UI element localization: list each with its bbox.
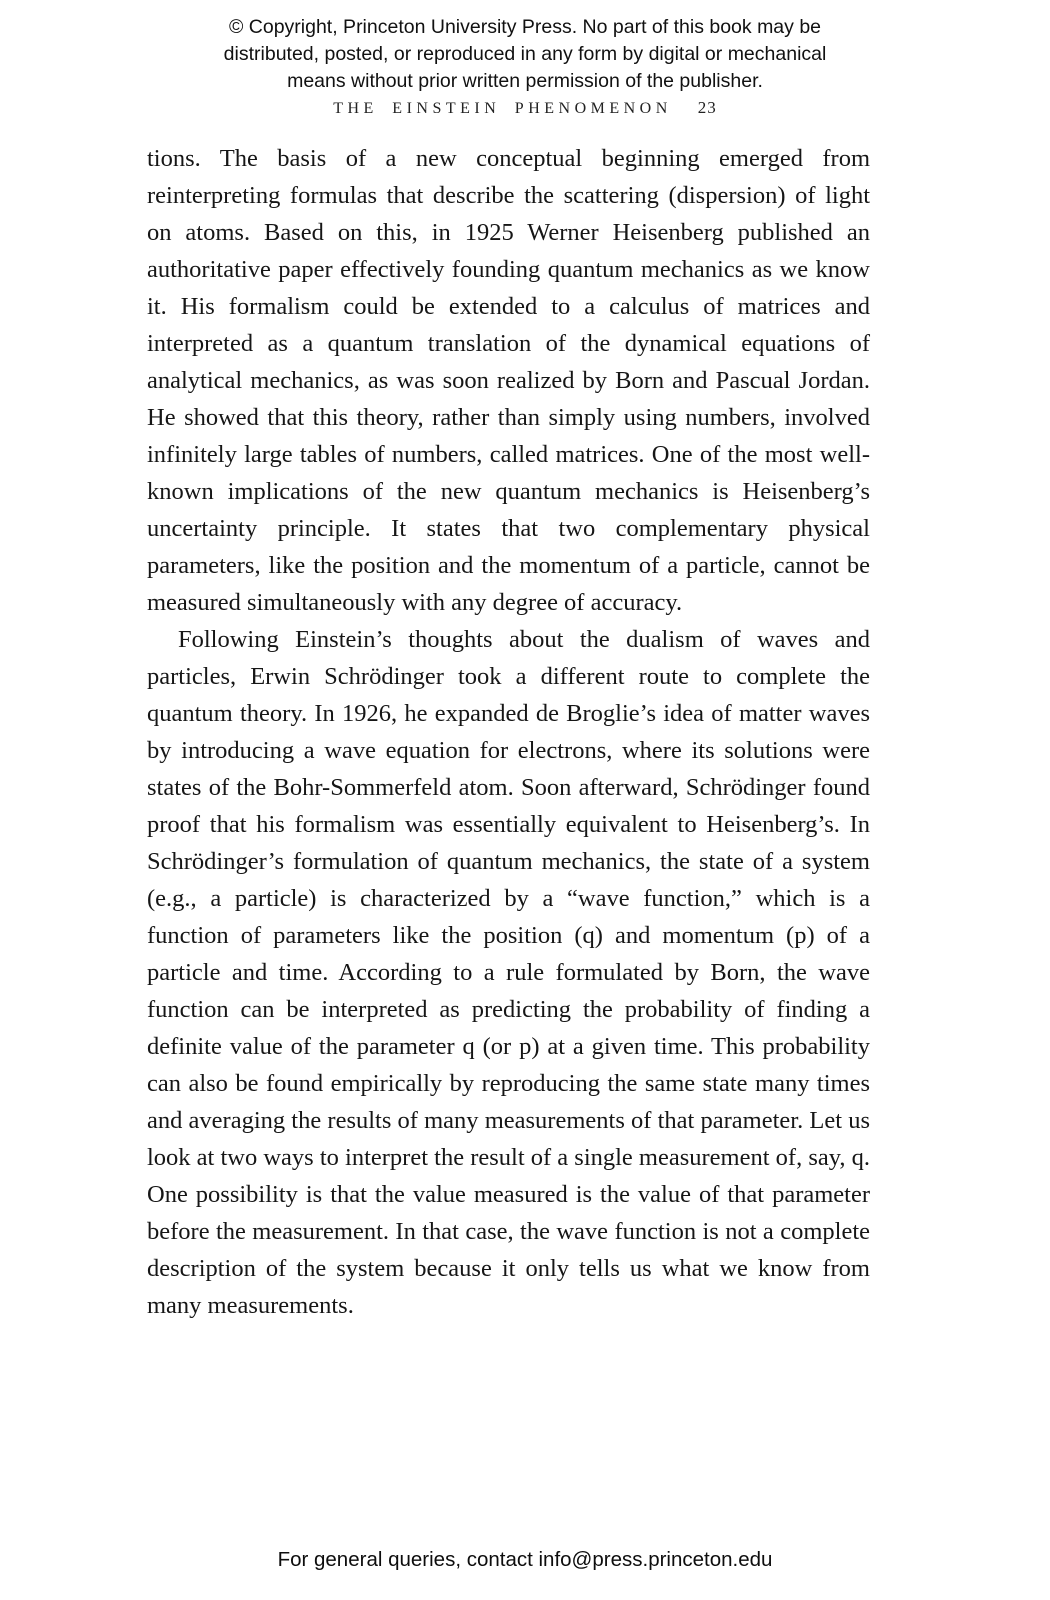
paragraph-continuation: tions. The basis of a new conceptual beginning emerged from reinterpreting formulas that describe the scattering (dispersion) of light on atoms. Based on this, in 1925 Werner Heisenberg published an authoritative paper effectively founding quantum mechanics as we know it. His formalism could be extended to a calculus of matrices and interpreted as a quantum translation of the dynamical equations of analytical mechanics, as was soon realized by Born and Pascual Jordan. He showed that this theory, rather than simply using numbers, involved infinitely large tables of numbers, called matrices. One of the most well-known implications of the new quantum mechanics is Heisenberg’s uncertainty principle. It states that two complementary physical parameters, like the position and the momentum of a particle, cannot be measured simultaneously with any degree of accuracy. bbox=[147, 145, 870, 616]
copyright-line: © Copyright, Princeton University Press. No part of this book may be bbox=[228, 16, 822, 38]
copyright-line: means without prior written permission of the publisher. bbox=[287, 70, 763, 92]
footer-query-note: For general queries, contact info@press.princeton.edu bbox=[277, 1548, 773, 1571]
copyright-line: distributed, posted, or reproduced in any form by digital or mechanical bbox=[223, 43, 827, 65]
running-head-title: THE EINSTEIN PHENOMENON bbox=[333, 100, 672, 117]
page-number: 23 bbox=[697, 98, 717, 117]
paragraph: Following Einstein’s thoughts about the dualism of waves and particles, Erwin Schrödinger took a different route to complete the quantum theory. In 1926, he expanded de Broglie’s idea of matter waves by introducing a wave equation for electrons, where its solutions were states of the Bohr-Sommerfeld atom. Soon afterward, Schrödinger found proof that his formalism was essentially equivalent to Heisenberg’s. In Schrödinger’s formulation of quantum mechanics, the state of a system (e.g., a particle) is characterized by a “wave function,” which is a function of parameters like the position (q) and momentum (p) of a particle and time. According to a rule formulated by Born, the wave function can be interpreted as predicting the probability of finding a definite value of the parameter q (or p) at a given time. This probability can also be found empirically by reproducing the same state many times and averaging the results of many measurements of that parameter. Let us look at two ways to interpret the result of a single measurement of, say, q. One possibility is that the value measured is the value of that parameter before the measurement. In that case, the wave function is not a complete description of the system because it only tells us what we know from many measurements. bbox=[147, 626, 871, 1319]
running-head bbox=[0, 98, 1050, 118]
body-text bbox=[147, 140, 870, 1324]
copyright-notice bbox=[0, 14, 1050, 95]
